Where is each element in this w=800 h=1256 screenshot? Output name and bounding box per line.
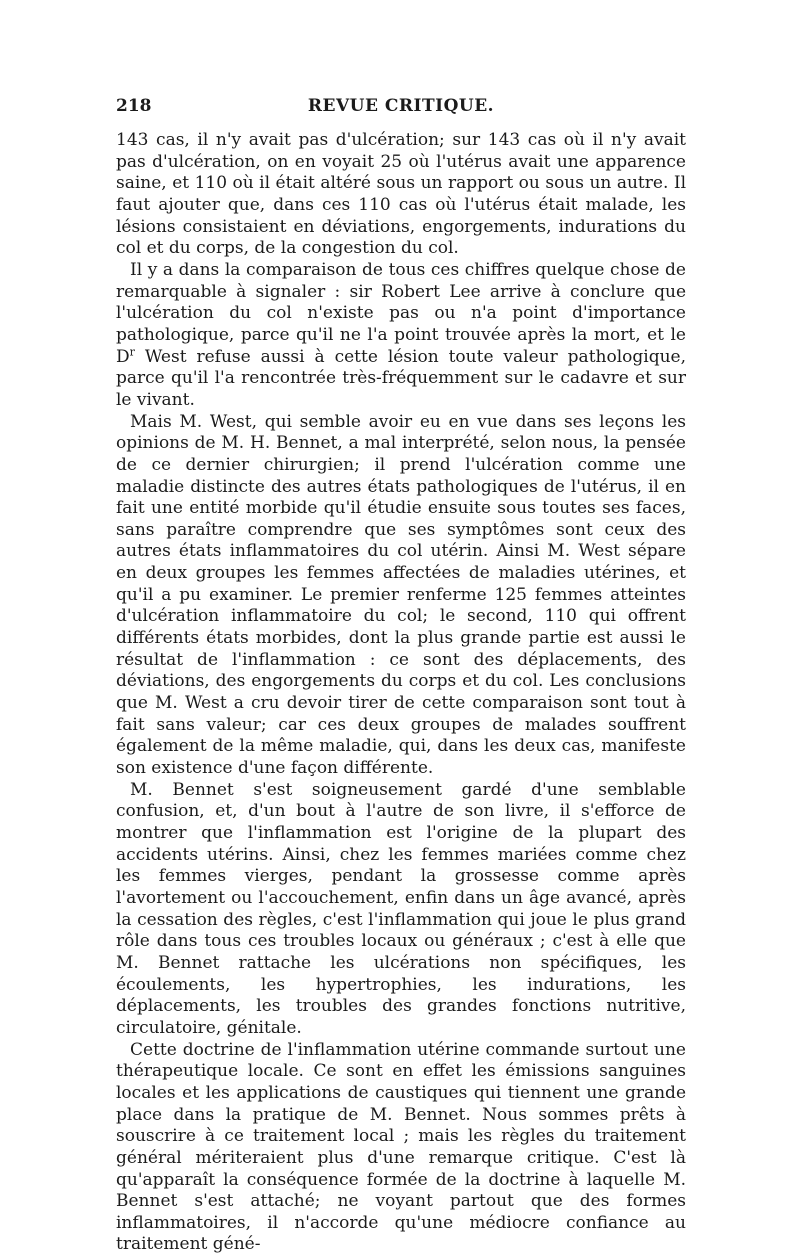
page-body [116,130,686,1256]
paragraph-2-text-b: West refuse aussi à cette lésion toute valeur pathologique, parce qu'il l'a rencontrée très-fréquemment sur le cadavre et sur le vivant. [116,346,686,410]
page-number: 218 [116,96,152,116]
paragraph-5: Cette doctrine de l'inflammation utérine commande surtout une thérapeutique locale. Ce sont en effet les émissions sanguines locales et les applications de caustiques qui tiennent une grande place dans la pratique de M. Bennet. Nous sommes prêts à souscrire à ce traitement local ; mais les règles du traitement général mériteraient plus d'une remarque critique. C'est là qu'apparaît la conséquence formée de la doctrine à laquelle M. Bennet s'est attaché; ne voyant partout que des formes inflammatoires, il n'accorde qu'une médiocre confiance au traitement géné- [116,1039,686,1255]
paragraph-1: 143 cas, il n'y avait pas d'ulcération; sur 143 cas où il n'y avait pas d'ulcération, on en voyait 25 où l'utérus avait une apparence saine, et 110 où il était altéré sous un rapport ou sous un autre. Il faut ajouter que, dans ces 110 cas où l'utérus était malade, les lésions consistaient en déviations, engorgements, indurations du col et du corps, de la congestion du col. [116,130,686,259]
book-page [116,96,686,1256]
paragraph-2-text-a: Il y a dans la comparaison de tous ces chiffres quelque chose de remarquable à signaler : sir Robert Lee arrive à conclure que l'ulcération du col n'existe pas ou n'a point d'importance pathologique, parce qu'il ne l'a point trouvée après la mort, et le D [116,259,686,367]
page-header [116,96,686,130]
superscript-r: r [129,344,135,358]
paragraph-2 [116,260,686,412]
paragraph-3: Mais M. West, qui semble avoir eu en vue dans ses leçons les opinions de M. H. Bennet, a mal interprété, selon nous, la pensée de ce dernier chirurgien; il prend l'ulcération comme une maladie distincte des autres états pathologiques de l'utérus, il en fait une entité morbide qu'il étudie ensuite sous toutes ses faces, sans paraître comprendre que ses symptômes sont ceux des autres états inflammatoires du col utérin. Ainsi M. West sépare en deux groupes les femmes affectées de maladies utérines, et qu'il a pu examiner. Le premier renferme 125 femmes atteintes d'ulcération inflammatoire du col; le second, 110 qui offrent différents états morbides, dont la plus grande partie est aussi le résultat de l'inflammation : ce sont des déplacements, des déviations, des engorgements du corps et du col. Les conclusions que M. West a cru devoir tirer de cette comparaison sont tout à fait sans valeur; car ces deux groupes de malades souffrent également de la même maladie, qui, dans les deux cas, manifeste son existence d'une façon différente. [116,411,686,779]
running-head: REVUE CRITIQUE. [307,96,495,116]
paragraph-4: M. Bennet s'est soigneusement gardé d'une semblable confusion, et, d'un bout à l'autre de son livre, il s'efforce de montrer que l'inflammation est l'origine de la plupart des accidents utérins. Ainsi, chez les femmes mariées comme chez les femmes vierges, pendant la grossesse comme après l'avortement ou l'accouchement, enfin dans un âge avancé, après la cessation des règles, c'est l'inflammation qui joue le plus grand rôle dans tous ces troubles locaux ou généraux ; c'est à elle que M. Bennet rattache les ulcérations non spécifiques, les écoulements, les hypertrophies, les indurations, les déplacements, les troubles des grandes fonctions nutritive, circulatoire, génitale. [116,779,686,1038]
